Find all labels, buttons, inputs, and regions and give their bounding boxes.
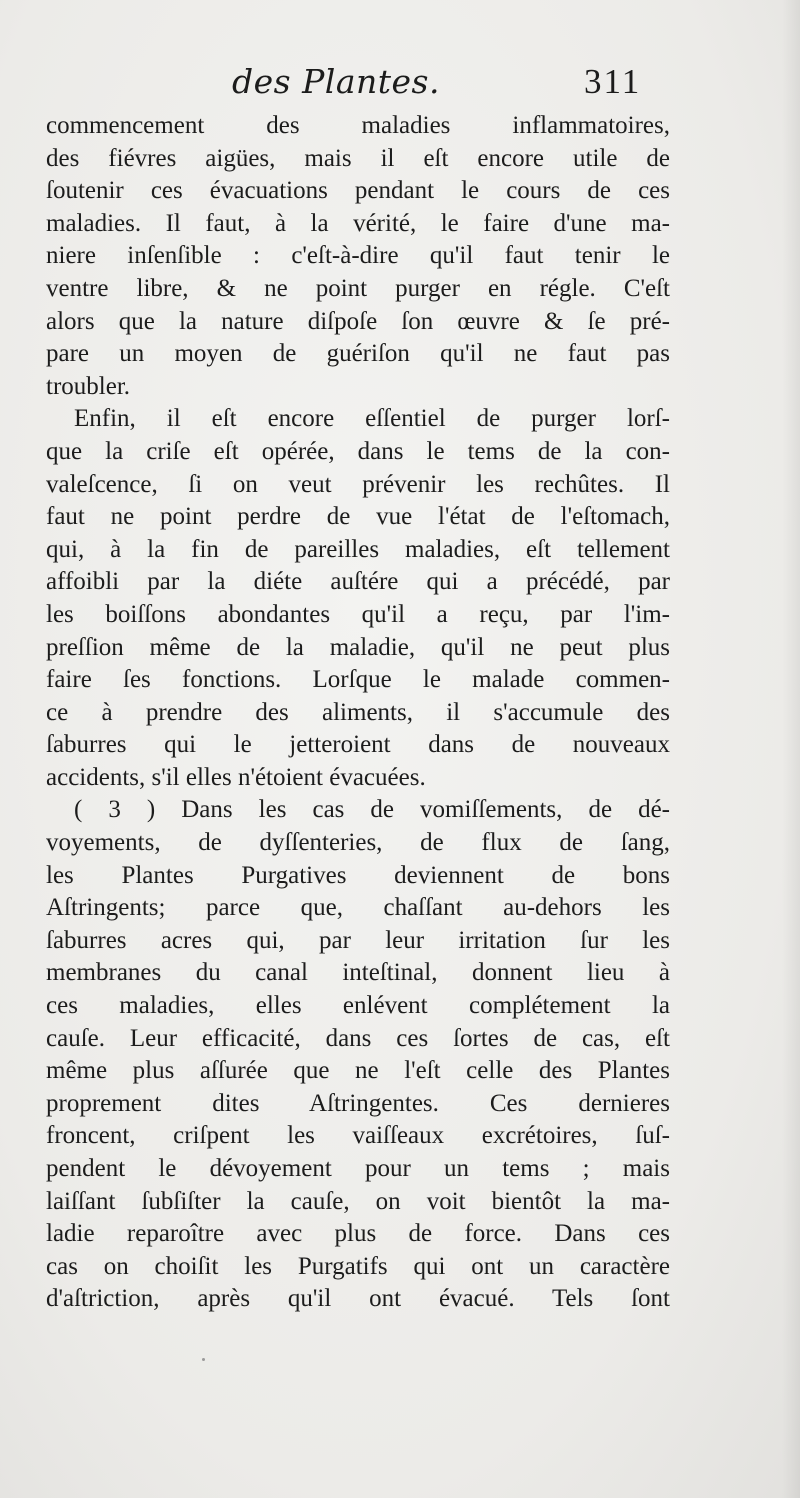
text-line: preſſion même de la maladie, qu'il ne peut plus: [46, 633, 670, 661]
text-line: affoibli par la diéte auſtére qui a précédé, par: [46, 568, 670, 596]
text-line: cas on choiſit les Purgatifs qui ont un caractère: [46, 1252, 670, 1280]
text-line: ces maladies, elles enlévent complétement la: [46, 992, 670, 1020]
text-line: laiſſant ſubſiſter la cauſe, on voit bientôt la ma-: [46, 1187, 670, 1215]
text-line: proprement dites Aſtringentes. Ces dernieres: [46, 1089, 670, 1117]
paragraph-start: Enfin, il eſt encore eſſentiel de purger lorſ-: [74, 405, 670, 433]
text-line: que la criſe eſt opérée, dans le tems de la con-: [46, 437, 670, 465]
text-line: ſoutenir ces évacuations pendant le cours de ces: [46, 177, 670, 205]
text-line: d'aſtriction, après qu'il ont évacué. Tels ſont: [46, 1285, 670, 1313]
text-line: ladie reparoître avec plus de force. Dans ces: [46, 1220, 670, 1248]
paper-speck: [202, 1358, 205, 1361]
text-line: des fiévres aigües, mais il eſt encore utile de: [46, 144, 670, 172]
text-line: niere inſenſible : c'eſt-à-dire qu'il faut tenir le: [46, 242, 670, 270]
paragraph-start: ( 3 ) Dans les cas de vomiſſements, de dé-: [74, 796, 670, 824]
text-line: ſaburres qui le jetteroient dans de nouveaux: [46, 731, 670, 759]
page-number: 311: [584, 62, 642, 101]
text-line: ventre libre, & ne point purger en régle. C'eſt: [46, 274, 670, 302]
text-line: faire ſes fonctions. Lorſque le malade commen-: [46, 666, 670, 694]
text-line: pare un moyen de guériſon qu'il ne faut pas: [46, 340, 670, 368]
page-edge-shadow: [782, 0, 800, 1498]
text-line: commencement des maladies inflammatoires,: [46, 112, 670, 139]
text-line: cauſe. Leur efficacité, dans ces ſortes de cas, eſt: [46, 1024, 670, 1052]
body-text: [46, 110, 670, 1316]
text-line: voyements, de dyſſenteries, de flux de ſang,: [46, 829, 670, 857]
text-line: froncent, criſpent les vaiſſeaux excrétoires, ſuſ-: [46, 1122, 670, 1150]
running-title: des Plantes.: [232, 62, 440, 101]
text-line: Aſtringents; parce que, chaſſant au-dehors les: [46, 894, 670, 922]
text-line: alors que la nature diſpoſe ſon œuvre & ſe pré-: [46, 307, 670, 335]
text-line: faut ne point perdre de vue l'état de l'eſtomach,: [46, 503, 670, 531]
text-line: valeſcence, ſi on veut prévenir les rechûtes. Il: [46, 470, 670, 498]
text-line: qui, à la fin de pareilles maladies, eſt tellement: [46, 535, 670, 563]
text-line: ce à prendre des aliments, il s'accumule des: [46, 698, 670, 726]
text-line: maladies. Il faut, à la vérité, le faire d'une ma-: [46, 209, 670, 237]
text-line: troubler.: [46, 372, 131, 400]
text-line: membranes du canal inteſtinal, donnent lieu à: [46, 959, 670, 987]
text-line: ſaburres acres qui, par leur irritation ſur les: [46, 926, 670, 954]
text-line: même plus aſſurée que ne l'eſt celle des Plantes: [46, 1057, 670, 1085]
text-line: les boiſſons abondantes qu'il a reçu, par l'im-: [46, 600, 670, 628]
text-line: accidents, s'il elles n'étoient évacuées.: [46, 763, 426, 791]
text-line: les Plantes Purgatives deviennent de bons: [46, 861, 670, 889]
running-head: [0, 62, 800, 112]
text-line: pendent le dévoyement pour un tems ; mais: [46, 1155, 670, 1182]
